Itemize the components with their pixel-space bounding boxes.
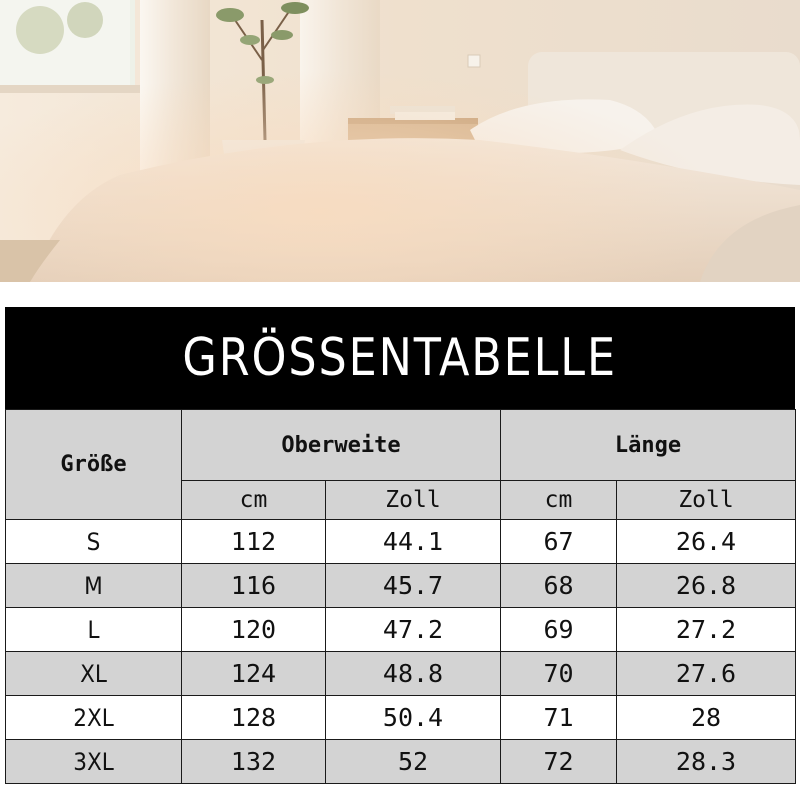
size-cell: 3XL xyxy=(6,740,182,784)
chest-cm-cell: 112 xyxy=(182,520,326,564)
length-cm-cell: 67 xyxy=(501,520,617,564)
length-cm-cell: 68 xyxy=(501,564,617,608)
chest-cm-cell: 116 xyxy=(182,564,326,608)
size-chart-title: GRÖSSENTABELLE xyxy=(182,328,618,388)
table-row xyxy=(6,564,796,608)
table-row xyxy=(6,520,796,564)
header-chest: Oberweite xyxy=(182,410,501,481)
size-table xyxy=(5,409,796,784)
length-inch-cell: 27.6 xyxy=(617,652,796,696)
table-row xyxy=(6,696,796,740)
length-inch-cell: 28.3 xyxy=(617,740,796,784)
length-cm-cell: 69 xyxy=(501,608,617,652)
chest-cm-cell: 128 xyxy=(182,696,326,740)
length-cm-cell: 72 xyxy=(501,740,617,784)
size-cell: 2XL xyxy=(6,696,182,740)
header-length-cm: cm xyxy=(501,481,617,520)
size-cell: S xyxy=(6,520,182,564)
size-chart xyxy=(5,307,795,784)
chest-inch-cell: 44.1 xyxy=(326,520,501,564)
header-chest-inch: Zoll xyxy=(326,481,501,520)
size-chart-title-bar xyxy=(5,307,795,409)
bedroom-photo xyxy=(0,0,800,282)
header-length-inch: Zoll xyxy=(617,481,796,520)
chest-inch-cell: 48.8 xyxy=(326,652,501,696)
length-inch-cell: 26.4 xyxy=(617,520,796,564)
chest-inch-cell: 50.4 xyxy=(326,696,501,740)
length-inch-cell: 26.8 xyxy=(617,564,796,608)
chest-inch-cell: 45.7 xyxy=(326,564,501,608)
size-cell: L xyxy=(6,608,182,652)
bedroom-illustration xyxy=(0,0,800,282)
chest-inch-cell: 52 xyxy=(326,740,501,784)
length-inch-cell: 28 xyxy=(617,696,796,740)
size-cell: XL xyxy=(6,652,182,696)
chest-cm-cell: 132 xyxy=(182,740,326,784)
table-row xyxy=(6,608,796,652)
length-inch-cell: 27.2 xyxy=(617,608,796,652)
header-size: Größe xyxy=(6,410,182,520)
chest-cm-cell: 124 xyxy=(182,652,326,696)
table-row xyxy=(6,652,796,696)
length-cm-cell: 71 xyxy=(501,696,617,740)
header-chest-cm: cm xyxy=(182,481,326,520)
chest-inch-cell: 47.2 xyxy=(326,608,501,652)
length-cm-cell: 70 xyxy=(501,652,617,696)
table-row xyxy=(6,740,796,784)
header-length: Länge xyxy=(501,410,796,481)
size-cell: M xyxy=(6,564,182,608)
chest-cm-cell: 120 xyxy=(182,608,326,652)
